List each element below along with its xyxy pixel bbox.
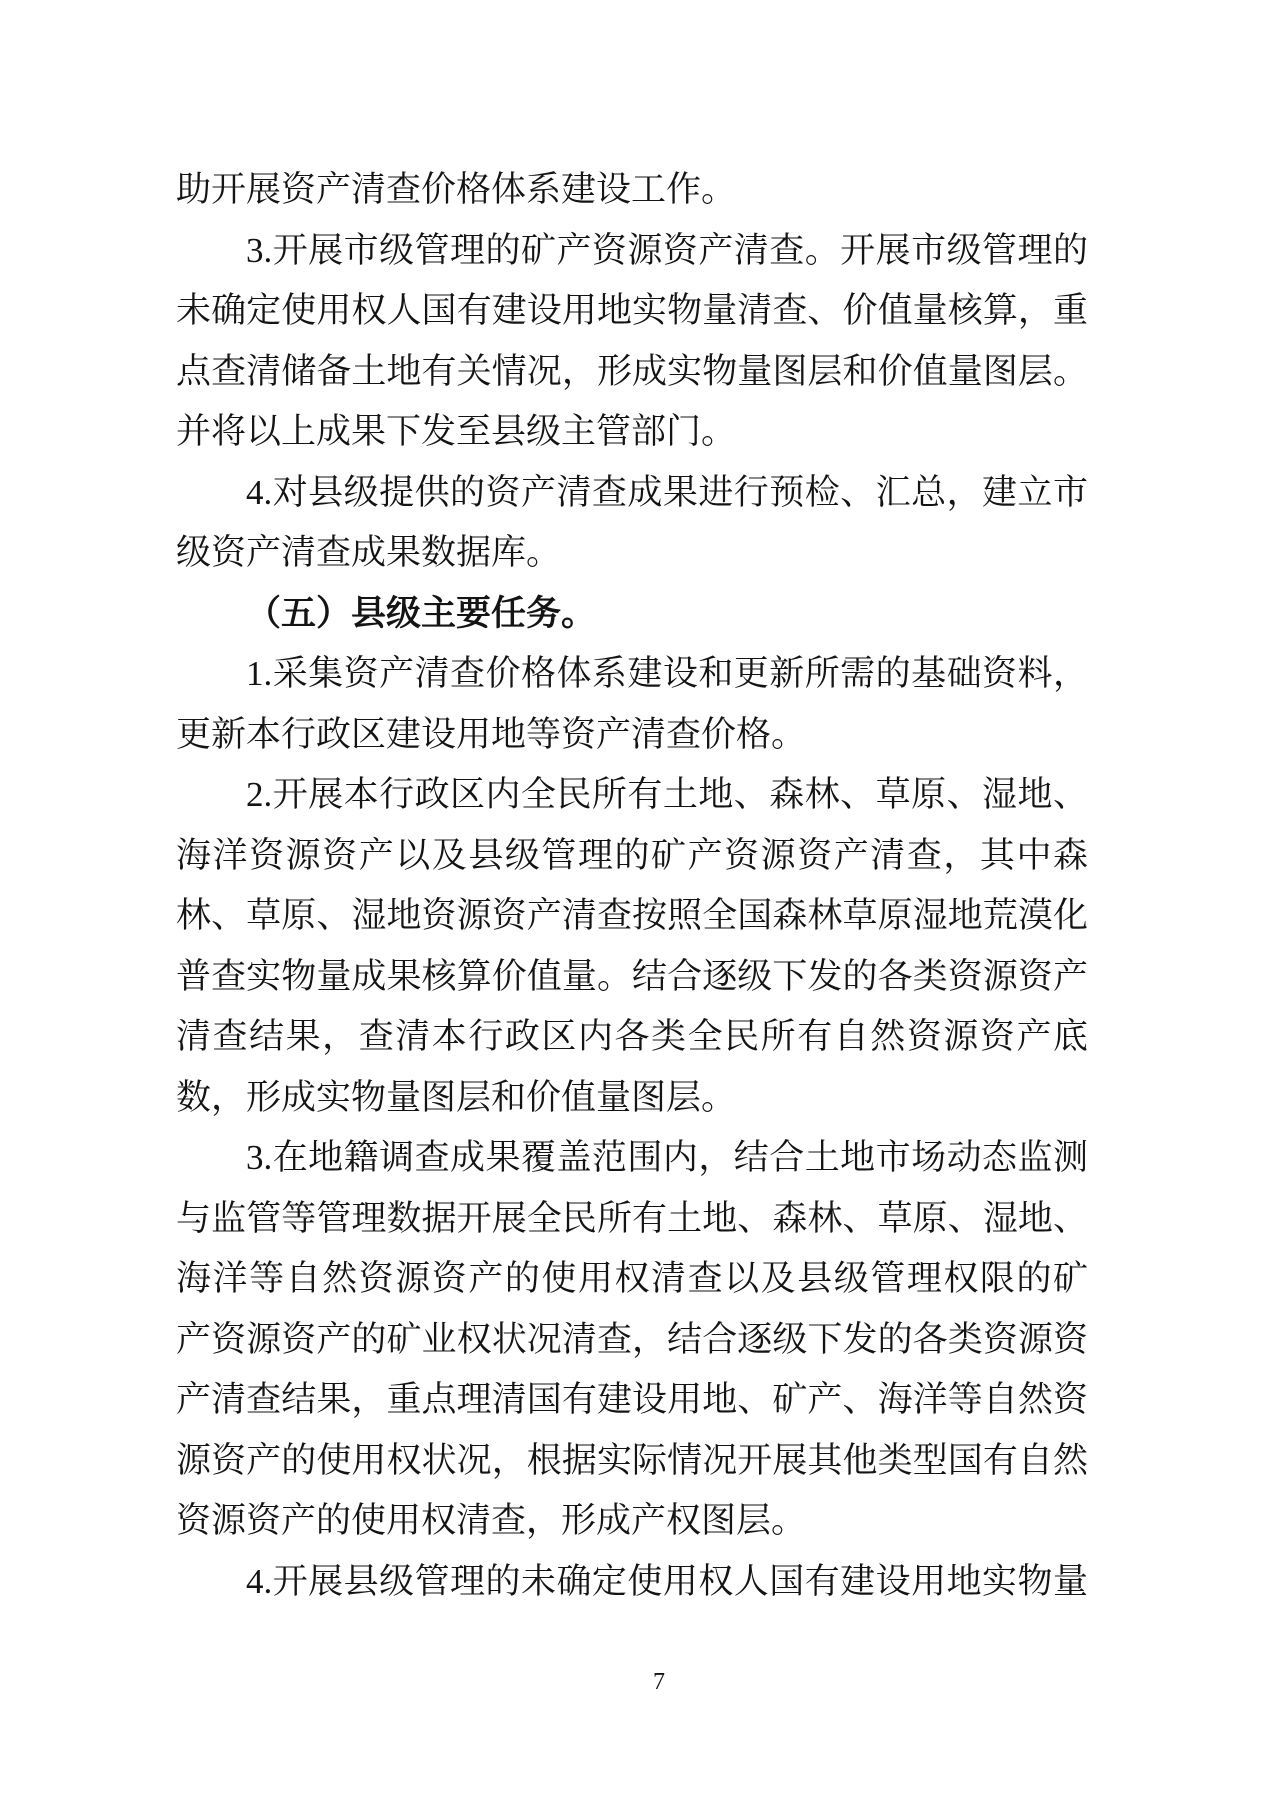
text-line: 海洋等自然资源资产的使用权清查以及县级管理权限的矿	[176, 1259, 1088, 1298]
text-line: 资源资产的使用权清查，形成产权图层。	[176, 1501, 807, 1540]
text-line: 产清查结果，重点理清国有建设用地、矿产、海洋等自然资	[176, 1380, 1088, 1419]
text-line: 4.开展县级管理的未确定使用权人国有建设用地实物量	[246, 1561, 1088, 1601]
text-line: 4.对县级提供的资产清查成果进行预检、汇总，建立市	[246, 472, 1088, 512]
text-line: 海洋资源资产以及县级管理的矿产资源资产清查，其中森	[176, 835, 1088, 875]
text-line: 与监管等管理数据开展全民所有土地、森林、草原、湿地、	[176, 1198, 1088, 1238]
text-line: 点查清储备土地有关情况，形成实物量图层和价值量图层。	[176, 351, 1088, 391]
text-line: 1.采集资产清查价格体系建设和更新所需的基础资料，	[246, 654, 1088, 693]
document-body	[176, 160, 1088, 1612]
text-line: 数，形成实物量图层和价值量图层。	[176, 1077, 737, 1117]
text-line: 产资源资产的矿业权状况清查，结合逐级下发的各类资源资	[176, 1319, 1088, 1359]
page-number: 7	[653, 1669, 665, 1695]
text-line: 级资产清查成果数据库。	[176, 533, 562, 572]
text-line: 更新本行政区建设用地等资产清查价格。	[176, 714, 807, 754]
section-heading: （五）县级主要任务。	[246, 593, 597, 633]
text-line: 3.开展市级管理的矿产资源资产清查。开展市级管理的	[246, 230, 1088, 270]
text-line: 3.在地籍调查成果覆盖范围内，结合土地市场动态监测	[246, 1138, 1088, 1177]
text-line: 林、草原、湿地资源资产清查按照全国森林草原湿地荒漠化	[176, 896, 1088, 935]
text-line: 2.开展本行政区内全民所有土地、森林、草原、湿地、	[246, 775, 1088, 814]
text-line: 清查结果，查清本行政区内各类全民所有自然资源资产底	[176, 1017, 1088, 1056]
text-line: 助开展资产清查价格体系建设工作。	[176, 170, 737, 209]
text-line: 普查实物量成果核算价值量。结合逐级下发的各类资源资产	[176, 956, 1088, 996]
text-line: 源资产的使用权状况，根据实际情况开展其他类型国有自然	[176, 1440, 1088, 1480]
text-line: 并将以上成果下发至县级主管部门。	[176, 412, 737, 451]
text-line: 未确定使用权人国有建设用地实物量清查、价值量核算，重	[176, 291, 1088, 330]
